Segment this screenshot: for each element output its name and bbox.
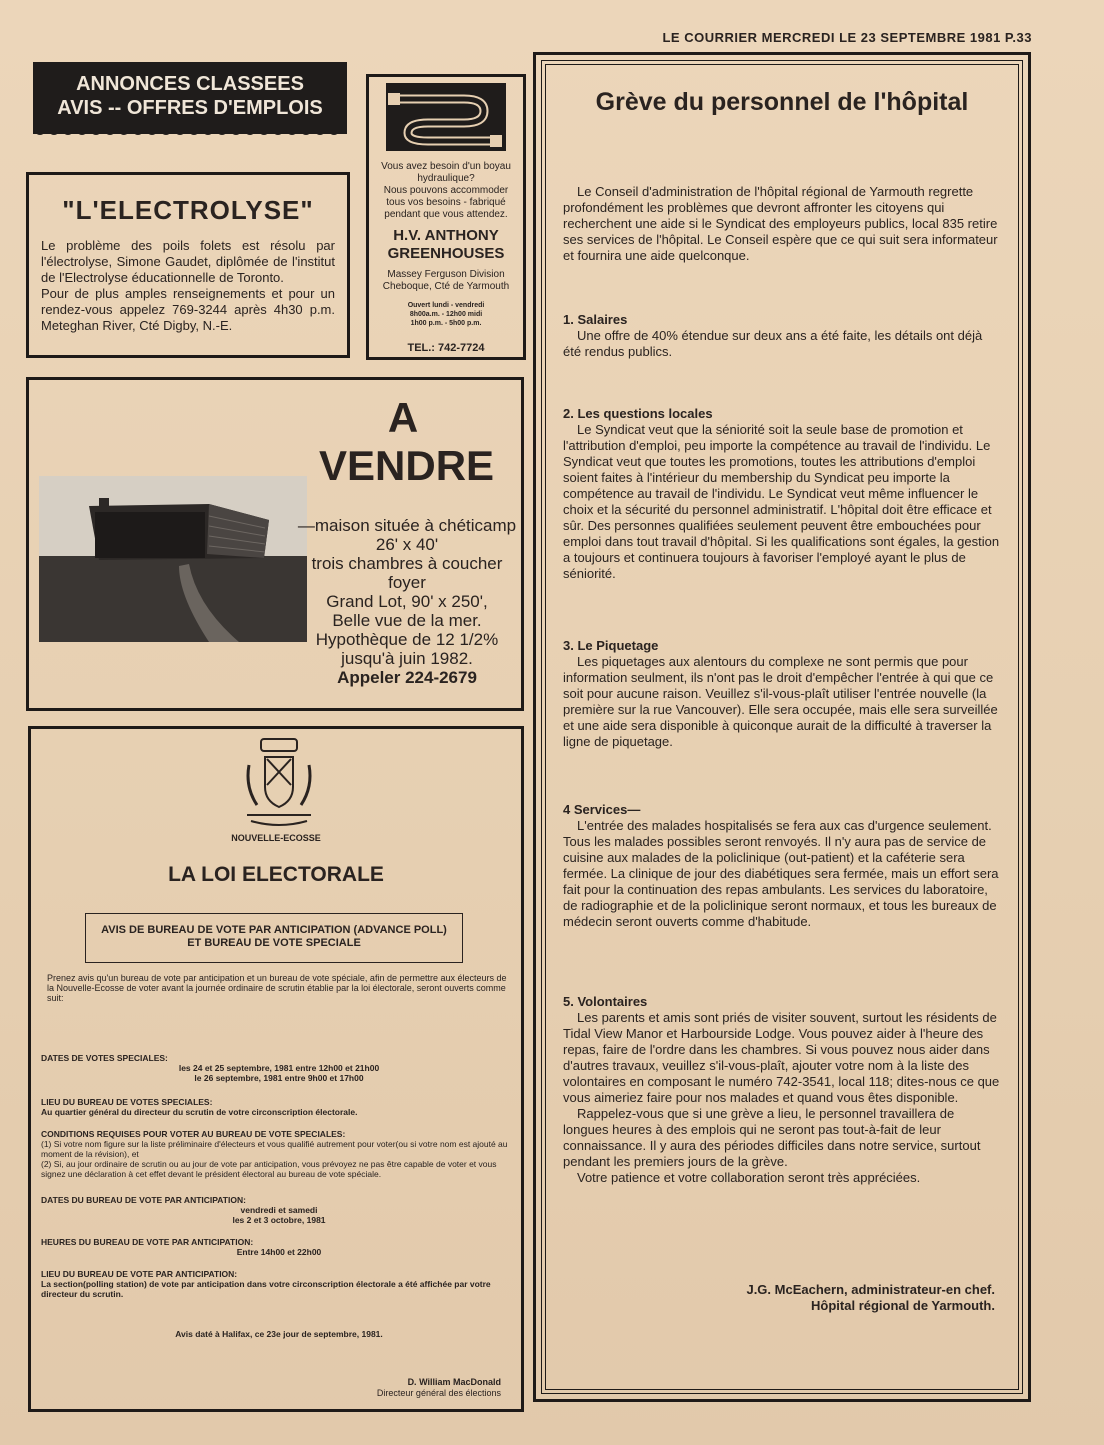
greve-title: Grève du personnel de l'hôpital bbox=[595, 88, 969, 116]
anthony-tel: TEL.: 742-7724 bbox=[407, 342, 485, 354]
greve-notice bbox=[533, 52, 1031, 1402]
anthony-offer: Nous pouvons accommoder tous vos besoins - fabriqué pendant que vous attendez. bbox=[383, 185, 509, 220]
greve-p6: Rappelez-vous que si une grève a lieu, le personnel travaillera de longues heures à des emplois qui ne seront pas tout-à-fait de leur connaissance. Il y aura des périodes difficiles dans notre service, surtout pendant les premiers jours de la grève. bbox=[563, 1106, 981, 1169]
loi-s3-a: (1) Si votre nom figure sur la liste préliminaire d'électeurs et vous qualifié autrement pour voter(ou si votre nom est ajouté au moment de la révision), et bbox=[41, 1139, 508, 1159]
anthony-greenhouses-ad bbox=[366, 74, 526, 360]
anthony-hours-3: 1h00 p.m. - 5h00 p.m. bbox=[410, 320, 482, 327]
vendre-line-4: foyer bbox=[388, 573, 426, 592]
vendre-line-5: Grand Lot, 90' x 250', bbox=[326, 592, 488, 611]
loi-section-advance-dates bbox=[41, 1195, 517, 1225]
greve-signature bbox=[746, 1282, 995, 1314]
loi-s3-heading: CONDITIONS REQUISES POUR VOTER AU BUREAU DE VOTE SPECIALES: bbox=[41, 1129, 346, 1139]
greve-section-2 bbox=[563, 406, 1003, 582]
greve-section-5 bbox=[563, 994, 1003, 1186]
a-vendre-title-2: VENDRE bbox=[319, 442, 495, 489]
electrolyse-ad bbox=[26, 172, 350, 358]
anthony-question: Vous avez besoin d'un boyau hydraulique? bbox=[381, 161, 511, 184]
greve-h4: 4 Services— bbox=[563, 802, 641, 817]
anthony-location: Cheboque, Cté de Yarmouth bbox=[382, 281, 510, 292]
loi-s6-heading: LIEU DU BUREAU DE VOTE PAR ANTICIPATION: bbox=[41, 1269, 238, 1279]
a-vendre-details bbox=[295, 516, 519, 687]
banner-scallop bbox=[33, 130, 347, 140]
loi-section-advance-place bbox=[41, 1269, 517, 1299]
loi-s2-a: Au quartier général du directeur du scrutin de votre circonscription électorale. bbox=[41, 1107, 358, 1117]
loi-intro: Prenez avis qu'un bureau de vote par anticipation et un bureau de vote spéciale, afin de permettre aux électeurs de la Nouvelle-Ecosse de voter avant la journée ordinaire de scrutin établie par la loi électorale, seront ouverts comme suit: bbox=[47, 973, 507, 1003]
house-photo bbox=[39, 476, 307, 642]
greve-section-3 bbox=[563, 638, 1003, 750]
page-header: LE COURRIER MERCREDI LE 23 SEPTEMBRE 1981 P.33 bbox=[662, 30, 1032, 45]
greve-h5: 5. Volontaires bbox=[563, 994, 648, 1009]
a-vendre-title bbox=[319, 394, 495, 490]
banner-line-2: AVIS -- OFFRES D'EMPLOIS bbox=[57, 97, 323, 119]
loi-s5-heading: HEURES DU BUREAU DE VOTE PAR ANTICIPATION: bbox=[41, 1237, 254, 1247]
electrolyse-body-1: Le problème des poils folets est résolu par l'électrolyse, Simone Gaudet, diplômée de l'institut de l'Electrolyse éducationnelle de Toronto. bbox=[41, 238, 335, 285]
vendre-line-8: jusqu'à juin 1982. bbox=[341, 649, 473, 668]
loi-s4-a: vendredi et samedi bbox=[240, 1205, 318, 1215]
loi-section-special-place bbox=[41, 1097, 517, 1117]
loi-s2-heading: LIEU DU BUREAU DE VOTES SPECIALES: bbox=[41, 1097, 213, 1107]
loi-s1-heading: DATES DE VOTES SPECIALES: bbox=[41, 1053, 168, 1063]
a-vendre-title-1: A bbox=[387, 394, 419, 441]
greve-h3: 3. Le Piquetage bbox=[563, 638, 659, 653]
vendre-line-9: Appeler 224-2679 bbox=[337, 668, 477, 687]
anthony-name-line-1: H.V. ANTHONY bbox=[393, 227, 499, 244]
loi-s4-b: les 2 et 3 octobre, 1981 bbox=[232, 1215, 326, 1225]
loi-signer-title: Directeur général des élections bbox=[376, 1388, 501, 1398]
vendre-line-6: Belle vue de la mer. bbox=[332, 611, 482, 630]
electrolyse-body-2: Pour de plus amples renseignements et pour un rendez-vous appelez 769-3244 après 4h30 p.m. Meteghan River, Cté Digby, N.-E. bbox=[41, 286, 335, 333]
loi-s4-heading: DATES DU BUREAU DE VOTE PAR ANTICIPATION: bbox=[41, 1195, 246, 1205]
loi-section-special-dates bbox=[41, 1053, 517, 1083]
vendre-line-3: trois chambres à coucher bbox=[311, 554, 503, 573]
loi-avis-box bbox=[85, 913, 463, 963]
loi-s3-b: (2) Si, au jour ordinaire de scrutin ou au jour de vote par anticipation, vous prévoyez ne pas être capable de voter et vous signez une déclaration à cet effet devant le président électoral au bureau de vote spéciale. bbox=[41, 1159, 497, 1179]
loi-title: LA LOI ELECTORALE bbox=[168, 863, 384, 886]
loi-electorale-notice bbox=[28, 726, 524, 1412]
greve-sign-2: Hôpital régional de Yarmouth. bbox=[811, 1298, 995, 1313]
greve-p7: Votre patience et votre collaboration seront très appréciées. bbox=[577, 1170, 921, 1185]
greve-section-4 bbox=[563, 802, 1003, 930]
loi-signer: D. William MacDonald bbox=[407, 1377, 501, 1387]
anthony-name bbox=[375, 227, 517, 263]
loi-section-advance-hours bbox=[41, 1237, 517, 1257]
loi-section-conditions bbox=[41, 1129, 517, 1179]
greve-p2: Le Syndicat veut que la séniorité soit la seule base de promotion et l'attribution d'emploi, peu importe la compétence au travail de l'individu. Le Syndicat veut que toutes les promotions, toutes les attributions d'emploi soient faites à l'intérieur du membership du Syndicat peu importe la compétence au travail de l'individu. Le Syndicat veut même influencer le choix et la sécurité du personnel administratif. L'hôpital doit être efficace et sûr. Des personnes qualifiées seulement peuvent être embouchées pour emploi dans tout travail d'hôpital. Si les qualifications sont égales, la gestion a toujours et continuera toujours à favoriser l'employé ayant le plus de séniorité. bbox=[563, 422, 1000, 581]
anthony-hours-2: 8h00a.m. - 12h00 midi bbox=[409, 311, 483, 318]
anthony-name-line-2: GREENHOUSES bbox=[387, 245, 505, 262]
greve-sign-1: J.G. McEachern, administrateur-en chef. bbox=[746, 1282, 995, 1297]
classifieds-banner bbox=[33, 62, 347, 134]
anthony-hours-1: Ouvert lundi - vendredi bbox=[407, 302, 485, 309]
greve-section-1 bbox=[563, 312, 1003, 360]
loi-s1-b: le 26 septembre, 1981 entre 9h00 et 17h00 bbox=[194, 1073, 364, 1083]
greve-intro: Le Conseil d'administration de l'hôpital régional de Yarmouth regrette profondément les problèmes que devront affronter les citoyens qui recherchent une aide si le Syndicat des employeurs publics, local 835 retire ses services de l'hôpital. Le Conseil espère que ce qui suit sera informateur et fournira une aide quelconque. bbox=[563, 184, 998, 263]
banner-line-1: ANNONCES CLASSEES bbox=[76, 73, 304, 95]
vendre-line-2: 26' x 40' bbox=[375, 535, 439, 554]
greve-p1: Une offre de 40% étendue sur deux ans a été faite, les détails ont déjà été rendus publics. bbox=[563, 328, 983, 359]
greve-p4: L'entrée des malades hospitalisés se fera aux cas d'urgence seulement. Tous les malades possibles seront renvoyés. Il n'y aura pas de service de cuisine aux malades de la policlinique (out-patient) et la caféterie sera fermée. La clinique de jour des diabétiques sera fermée, mais un effort sera fait pour la continuation des repas ambulants. Les services du laboratoire, de radiographie et de la policlinique seront normaux, et tous les bureaux de médecin seront ouverts comme d'habitude. bbox=[563, 818, 999, 929]
anthony-hours bbox=[375, 301, 517, 328]
vendre-line-7: Hypothèque de 12 1/2% bbox=[315, 630, 499, 649]
greve-h2: 2. Les questions locales bbox=[563, 406, 713, 421]
anthony-division: Massey Ferguson Division bbox=[387, 269, 505, 280]
loi-s1-a: les 24 et 25 septembre, 1981 entre 12h00 et 21h00 bbox=[178, 1063, 380, 1073]
loi-province: NOUVELLE-ECOSSE bbox=[231, 833, 321, 843]
greve-p5: Les parents et amis sont priés de visiter souvent, surtout les résidents de Tidal View Manor et Harbourside Lodge. Vous pouvez aider à l'heure des repas, faire de l'ordre dans les chambres. Si vous pouvez nous aider dans d'autres travaux, veuillez s'il-vous-plaît, ajouter votre nom à la liste des volontaires en composant le numéro 742-3541, local 118; dites-nous ce que vous aimeriez faire pour nos malades et quand vous êtes disponible. bbox=[563, 1010, 1000, 1105]
greve-h1: 1. Salaires bbox=[563, 312, 628, 327]
a-vendre-ad bbox=[26, 377, 524, 711]
vendre-line-1: —maison située à chéticamp bbox=[297, 516, 517, 535]
loi-signature bbox=[377, 1377, 501, 1399]
loi-dated: Avis daté à Halifax, ce 23e jour de septembre, 1981. bbox=[175, 1329, 383, 1339]
loi-s6-a: La section(polling station) de vote par anticipation dans votre circonscription électorale a été affichée par votre directeur du scrutin. bbox=[41, 1279, 491, 1299]
loi-avis-line-2: ET BUREAU DE VOTE SPECIALE bbox=[187, 937, 361, 949]
loi-avis-line-1: AVIS DE BUREAU DE VOTE PAR ANTICIPATION (ADVANCE POLL) bbox=[101, 924, 447, 936]
nova-scotia-crest bbox=[241, 735, 317, 831]
greve-p3: Les piquetages aux alentours du complexe ne sont permis que pour information seulment, ils n'ont pas le droit d'empêcher l'entrée à qui que ce soit pour aucune raison. Veuillez s'il-vous-plaît utiliser l'entrée nouvelle (la première sur la rue Vancouver). Elle sera occupée, mais elle sera surveillée et une aide sera disponible à quiconque aurait de la difficulté à traverser la ligne de piquetage. bbox=[563, 654, 998, 749]
hydraulic-hose-illustration bbox=[386, 83, 506, 151]
electrolyse-title: "L'ELECTROLYSE" bbox=[62, 195, 314, 225]
loi-s5-a: Entre 14h00 et 22h00 bbox=[236, 1247, 322, 1257]
